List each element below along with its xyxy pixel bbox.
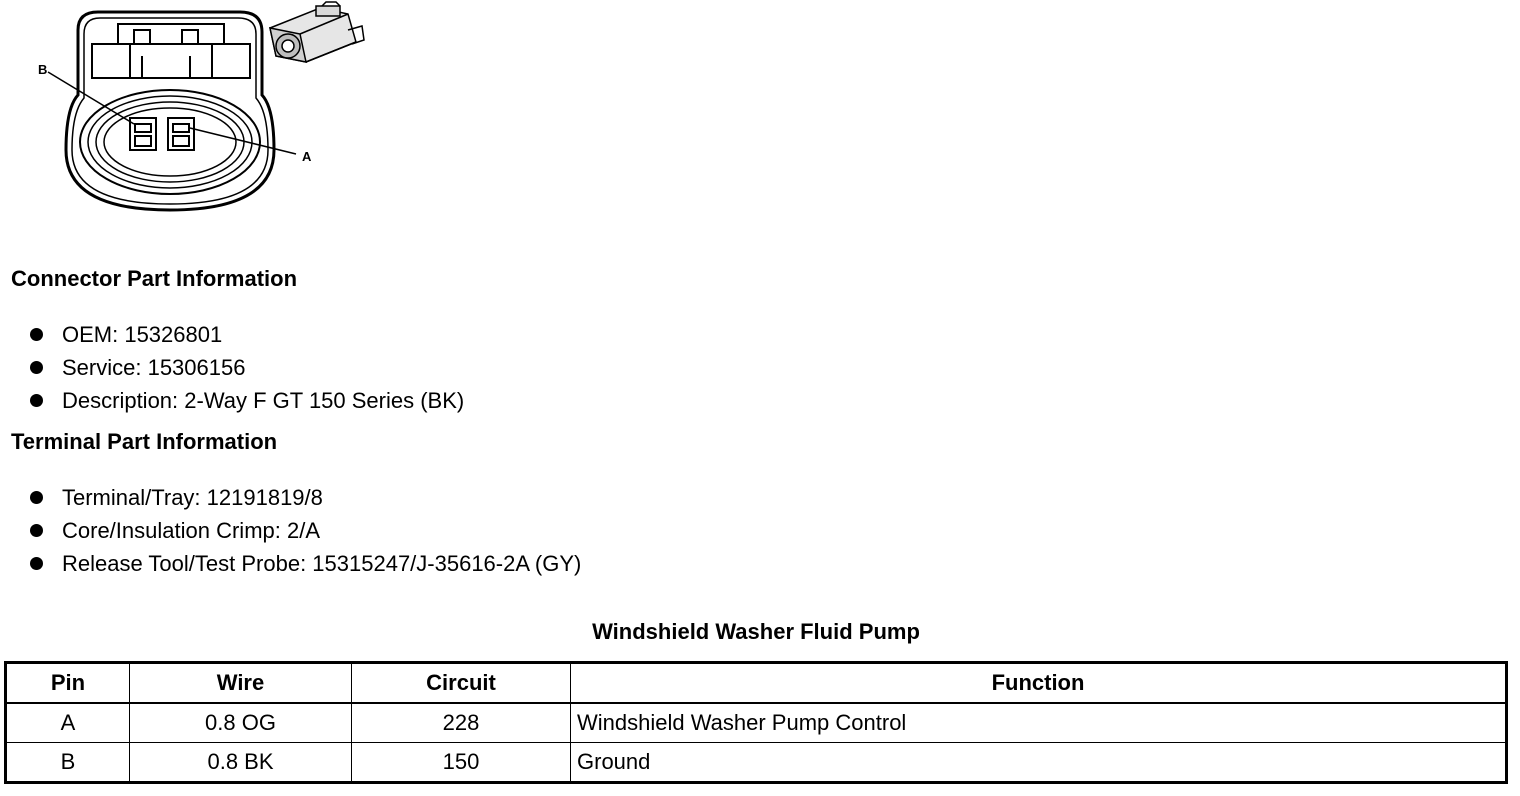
list-item: Terminal/Tray: 12191819/8 [30, 481, 581, 514]
bullet-icon [30, 361, 43, 374]
bullet-icon [30, 394, 43, 407]
connector-face [80, 90, 260, 194]
cavity-a [168, 118, 194, 150]
cell-wire: 0.8 OG [130, 703, 352, 743]
cell-circuit: 150 [352, 743, 571, 783]
bullet-icon [30, 328, 43, 341]
cell-function: Windshield Washer Pump Control [571, 703, 1507, 743]
bullet-icon [30, 524, 43, 537]
header-wire: Wire [130, 663, 352, 703]
pin-label-b: B [38, 62, 48, 77]
table-title: Windshield Washer Fluid Pump [592, 619, 920, 644]
terminal-part-info-list [30, 481, 581, 580]
connector-diagram [30, 0, 390, 220]
cell-circuit: 228 [352, 703, 571, 743]
table-header-row [6, 663, 1507, 703]
list-item: Service: 15306156 [30, 351, 464, 384]
cell-wire: 0.8 BK [130, 743, 352, 783]
cell-pin: B [6, 743, 130, 783]
bullet-icon [30, 491, 43, 504]
connector-part-info-heading: Connector Part Information [11, 266, 298, 291]
list-item: Description: 2-Way F GT 150 Series (BK) [30, 384, 464, 417]
list-item: Release Tool/Test Probe: 15315247/J-35616-2A (GY) [30, 547, 581, 580]
cell-function: Ground [571, 743, 1507, 783]
cavity-b [130, 118, 156, 150]
table-row [6, 743, 1507, 783]
header-circuit: Circuit [352, 663, 571, 703]
table-row [6, 703, 1507, 743]
cell-pin: A [6, 703, 130, 743]
header-pin: Pin [6, 663, 130, 703]
bullet-icon [30, 557, 43, 570]
header-function: Function [571, 663, 1507, 703]
pinout-table [4, 661, 1508, 784]
list-item: OEM: 15326801 [30, 318, 464, 351]
connector-latch [92, 24, 250, 78]
pin-label-a: A [302, 149, 312, 164]
connector-isometric-thumbnail [270, 2, 364, 62]
terminal-part-info-heading: Terminal Part Information [11, 429, 278, 454]
connector-part-info-list [30, 318, 464, 417]
list-item: Core/Insulation Crimp: 2/A [30, 514, 581, 547]
